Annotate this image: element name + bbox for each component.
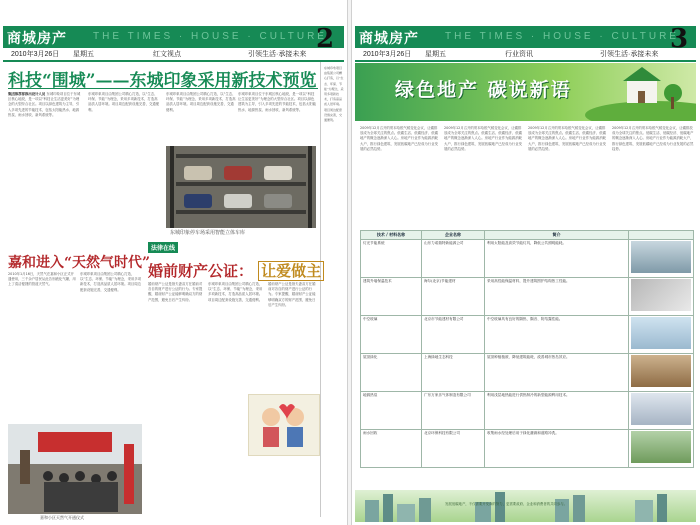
article3-col1: 婚前财产公证是指夫妻双方在婚前对各自的财产进行公证的行为。专家提醒，婚前财产公证能够明确双方的财产范围，避免日后产生纠纷。 [148,282,203,302]
left-folio-weekday: 星期五 [73,51,94,58]
intro-col3: 2009年12月召开的哥本哈根气候变化会议，让碳排放成为全球关注的焦点。低碳生活、低碳经济、低碳地产的概念逐渐深入人心。房地产行业作为能源消耗大户，推行绿色建筑、发展低碳地产已经成为行业发展的必然趋势。 [528,126,606,151]
table-cell-desc: 收集雨水经处理后用于绿化灌溉和道路冲洗。 [485,430,629,468]
parking-garage-photo [166,146,316,228]
article3-headline: 婚前财产公证： [148,262,254,280]
table-cell-image [629,316,694,354]
table-header-row [361,231,694,240]
table-header-company: 企业名称 [422,231,485,240]
table-row [361,278,694,316]
left-column-rule [320,62,321,517]
table-row [361,316,694,354]
table-cell-desc: 中空玻璃具有良好的隔热、隔音、防结露性能。 [485,316,629,354]
table-cell-name: 灯光节能系统 [361,240,422,278]
right-masthead [355,26,696,48]
left-folio [3,48,344,62]
left-faint-text: THE TIMES · HOUSE · CULTURE [93,31,327,42]
article2-col2: 东城印象项目由集团公司精心打造，以“生态、环保、节能”为理念，采用多项新技术，打造高品质人居环境。项目周边配套设施完善，交通便利。 [80,272,142,292]
right-folio-weekday: 星期五 [425,51,446,58]
article1-subhead: 集团推荐部推出设计人员 [8,92,46,96]
green-banner [355,63,696,121]
skyline-footer [355,490,696,522]
right-page-number: 3 [670,24,689,54]
article2-headline: 嘉和进入“天然气时代” [8,255,151,271]
table-header-name: 技术 / 材料名称 [361,231,422,240]
right-folio-date: 2010年3月26日 [363,51,412,58]
table-cell-name: 中空玻璃 [361,316,422,354]
pump-photo [631,393,691,425]
article3-col3: 婚前财产公证是指夫妻双方在婚前对各自的财产进行公证的行为。专家提醒，婚前财产公证能够明确双方的财产范围，避免日后产生纠纷。 [268,282,316,307]
intro-col4: 2009年12月召开的哥本哈根气候变化会议，让碳排放成为全球关注的焦点。低碳生活、低碳经济、低碳地产的概念逐渐深入人心。房地产行业作为能源消耗大户，推行绿色建筑、发展低碳地产已经成为行业发展的必然趋势。 [612,126,694,151]
right-faint-text: THE TIMES · HOUSE · CULTURE [445,31,679,42]
article2-col1: 2010年1月16日，天然气在嘉和小区正式开通使用，三千余户居民从此告别液化气罐，用上了清洁便捷的管道天然气。 [8,272,76,287]
table-row [361,430,694,468]
table-cell-company: 北京环保科技有限公司 [422,430,485,468]
table-cell-company: 上海绿地生态科技 [422,354,485,392]
article1-col3: 东城印象项目由集团公司精心打造，以“生态、环保、节能”为理念，采用多项新技术，打造高品质人居环境。项目周边配套设施完善，交通便利。 [166,92,236,112]
left-masthead [3,26,344,48]
gas-ceremony-illustration [8,424,142,514]
table-cell-company: 山东力诺瑞特新能源公司 [422,240,485,278]
footer-text: 发展低碳地产，不仅需要开发商的努力，更需要政府、企业和消费者的共同参与。 [445,502,568,506]
table-cell-company: 广东万家乐气体制造有限公司 [422,392,485,430]
article3-col2: 东城印象项目由集团公司精心打造，以“生态、环保、节能”为理念，采用多项新技术，打造高品质人居环境。项目周边配套设施完善，交通便利。 [208,282,263,302]
article1-col2: 东城印象项目由集团公司精心打造，以“生态、环保、节能”为理念，采用多项新技术，打造高品质人居环境。项目周边配套设施完善，交通便利。 [88,92,160,112]
banner-title: 绿色地产 碳说新语 [395,79,572,101]
table-cell-image [629,240,694,278]
couple-cartoon [248,394,320,456]
left-page [0,0,347,525]
table-cell-company: 北京市节能建材有限公司 [422,316,485,354]
article3-stamp: 让爱做主 [258,261,324,281]
table-cell-name: 地源热泵 [361,392,422,430]
right-folio-column: 行业资讯 [505,51,533,58]
table-cell-image [629,430,694,468]
left-folio-column: 红文视点 [153,51,181,58]
table-cell-name: 雨水回收 [361,430,422,468]
table-cell-desc: 屋顶种植植被，降低建筑能耗，改善城市热岛效应。 [485,354,629,392]
intro-col2: 2009年12月召开的哥本哈根气候变化会议，让碳排放成为全球关注的焦点。低碳生活、低碳经济、低碳地产的概念逐渐深入人心。房地产行业作为能源消耗大户，推行绿色建筑、发展低碳地产已经成为行业发展的必然趋势。 [444,126,522,151]
table-cell-image [629,278,694,316]
table-cell-desc: 采用高性能保温材料，提升建筑围护结构热工性能。 [485,278,629,316]
article1-col4: 东城印象项目位于东城区核心地段，是一项以“科技让生活更美好”为理念的大型综合社区。项目以绿色建筑为主导，引入多项先进的节能技术，包括太阳能热水、地源热泵、雨水回收、新风系统等。 [238,92,316,112]
green-tech-table [360,230,694,468]
glass-photo [631,317,691,349]
rain-photo [631,431,691,463]
wall-photo [631,279,691,311]
table-header-image [629,231,694,240]
right-section-title: 商城房产 [359,31,419,47]
parking-garage-illustration [166,146,316,228]
table-cell-name: 屋顶绿化 [361,354,422,392]
gas-photo-caption: 嘉和小区天然气开通仪式 [40,515,84,520]
right-folio-editor: 引领生活·承接未来 [600,51,659,58]
article1-rule [8,88,318,89]
left-folio-editor: 引领生活·承接未来 [248,51,307,58]
right-folio [355,48,696,62]
right-page [352,0,699,525]
law-online-tag: 法律在线 [148,242,178,253]
roof-photo [631,355,691,387]
article1-lead: 东城印象项目位于东城区核心地段，是一项以“科技让生活更美好”为理念的大型综合社区。项目以绿色建筑为主导，引入多项先进的节能技术，包括太阳能热水、地源热泵、雨水回收、新风系统等。 [8,92,81,117]
parking-photo-caption: 东城印象停车场采用智能立体车库 [170,230,246,236]
table-row [361,240,694,278]
table-cell-image [629,392,694,430]
gas-ceremony-photo [8,424,142,514]
intro-col1: 2009年12月召开的哥本哈根气候变化会议，让碳排放成为全球关注的焦点。低碳生活、低碳经济、低碳地产的概念逐渐深入人心。房地产行业作为能源消耗大户，推行绿色建筑、发展低碳地产已经成为行业发展的必然趋势。 [360,126,438,151]
left-section-title: 商城房产 [7,31,67,47]
table-header-desc: 简介 [485,231,629,240]
couple-cartoon-illustration [249,395,319,455]
article1-headline: 科技“围城”——东城印象采用新技术预览 [8,71,317,91]
table-cell-desc: 利用浅层地热能进行供热制冷的新型能源利用技术。 [485,392,629,430]
article1-col1 [8,92,82,207]
table-cell-image [629,354,694,392]
table-row [361,392,694,430]
left-folio-date: 2010年3月26日 [11,51,60,58]
table-cell-name: 建筑外墙保温技术 [361,278,422,316]
article3-headline-block [148,260,324,281]
lamp-photo [631,241,691,273]
left-page-number: 2 [316,24,335,54]
left-sidebar-text: 东城印象项目由集团公司精心打造，以“生态、环保、节能”为理念，采用多项新技术，打造高品质人居环境。项目周边配套设施完善，交通便利。 [324,66,344,123]
table-row [361,354,694,392]
table-cell-desc: 利用太阳能及高效节能灯具，降低公共照明能耗。 [485,240,629,278]
table-cell-company: 海尔(北京)节能建材 [422,278,485,316]
